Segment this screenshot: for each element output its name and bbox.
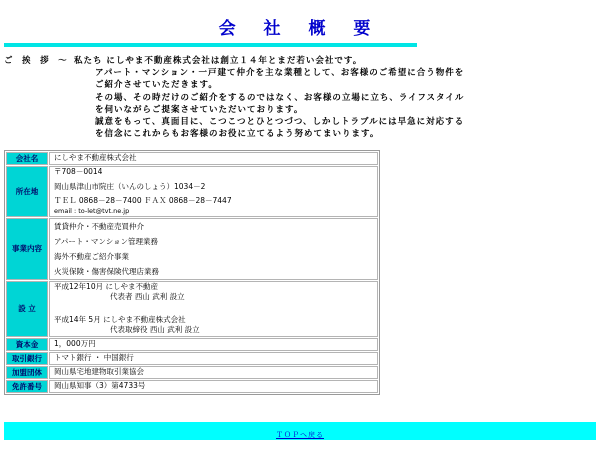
founded-label: 設 立: [6, 281, 48, 337]
greeting-line: を伺いながらご提案させていただいております。: [95, 104, 304, 115]
capital-row: [6, 338, 378, 351]
company-name-label: 会社名: [6, 152, 48, 165]
company-name-value: にしやま不動産株式会社: [54, 153, 137, 163]
address-label: 所在地: [6, 166, 48, 217]
title-divider: [4, 43, 417, 47]
business-label: 事業内容: [6, 218, 48, 280]
capital-label: 資本金: [6, 338, 48, 351]
capital-value: 1，000万円: [54, 338, 96, 348]
license-value: 岡山県知事（3）第4733号: [54, 380, 146, 390]
address-row: [6, 166, 378, 217]
association-value: 岡山県宅地建物取引業協会: [54, 366, 144, 376]
postal-code: 〒708－0014: [54, 167, 103, 176]
business-item: 海外不動産ご紹介事業: [54, 251, 129, 261]
email-address: email : to-let@tvt.ne.jp: [54, 206, 130, 215]
greeting-section: [4, 55, 464, 140]
company-name-row: [6, 152, 378, 165]
business-item: 火災保険・傷害保険代理店業務: [54, 266, 159, 276]
company-info-table: [4, 150, 380, 395]
banks-label: 取引銀行: [6, 352, 48, 365]
association-row: [6, 366, 378, 379]
greeting-line: アパート・マンション・一戸建て仲介を主な業種として、お客様のご希望に合う物件を: [95, 68, 465, 79]
business-row: [6, 218, 378, 280]
page-title: 会 社 概 要: [218, 19, 382, 39]
banks-row: [6, 352, 378, 365]
greeting-line: を信念にこれからもお客様のお役に立てるよう努めてまいります。: [95, 129, 380, 140]
association-label: 加盟団体: [6, 366, 48, 379]
license-row: [6, 380, 378, 393]
business-item: 賃貸仲介・不動産売買仲介: [54, 221, 144, 231]
founded-line: 平成12年10月 にしやま不動産: [54, 281, 158, 291]
bottom-nav-bar: [4, 422, 596, 440]
greeting-line: ご紹介させていただきます。: [95, 80, 218, 91]
greeting-heading: ご 挨 拶 ～: [4, 56, 70, 66]
business-item: アパート・マンション管理業務: [54, 236, 159, 246]
founded-line: 平成14年 5月 にしやま不動産株式会社: [54, 314, 186, 324]
banks-value: トマト銀行 ・ 中国銀行: [54, 352, 134, 362]
founded-line: 代表者 西山 武利 設立: [110, 292, 185, 301]
greeting-line: その場、その時だけのご紹介をするのではなく、お客様の立場に立ち、ライフスタイル: [95, 92, 465, 103]
street-address: 岡山県津山市院庄（いんのしょう）1034－2: [54, 181, 206, 191]
greeting-line: 誠意をもって、真面目に、こつこつとひとつづつ、しかしトラブルには早急に対応する: [95, 117, 465, 128]
back-to-top-link[interactable]: ＴＯＰへ戻る: [276, 431, 324, 439]
tel-fax: ＴＥＬ 0868－28－7400 ＦＡＸ 0868－28－7447: [54, 196, 232, 205]
license-label: 免許番号: [6, 380, 48, 393]
founded-line: 代表取締役 西山 武利 設立: [110, 325, 200, 334]
greeting-line: 私たち にしやま不動産株式会社は創立１４年とまだ若い会社です。: [73, 56, 363, 66]
founded-row: [6, 281, 378, 337]
